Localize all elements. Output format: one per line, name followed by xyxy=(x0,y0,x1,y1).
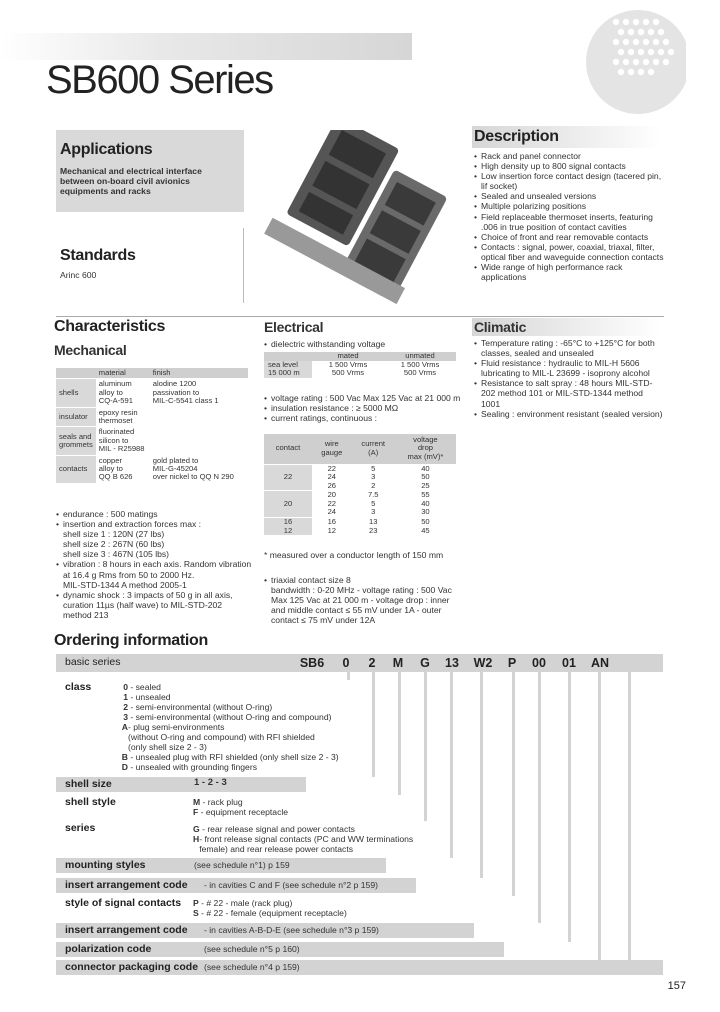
description-item: • Low insertion force contact design (tacered pin, lif socket) xyxy=(474,171,666,191)
cur-cell: 3 xyxy=(371,472,376,482)
climatic-item: • Temperature rating : -65°C to +125°C for both classes, sealed and unsealed xyxy=(474,338,664,358)
mech-finish xyxy=(150,427,248,455)
logo-dot xyxy=(623,19,629,25)
standards-text: Arinc 600 xyxy=(60,270,97,280)
header-bar xyxy=(0,33,412,60)
cur-cell: 50 xyxy=(395,518,456,527)
class-option: B - unsealed plug with RFI shielded (only shell size 2 - 3) xyxy=(121,752,339,762)
cur-cell: 23 xyxy=(369,525,378,535)
cur-cell: 55 xyxy=(395,491,456,500)
ordering-polar-row xyxy=(56,942,504,957)
ordering-insert1-row xyxy=(56,878,416,893)
logo-dot xyxy=(633,19,639,25)
applications-heading: Applications xyxy=(60,141,153,158)
climatic-item: • Fluid resistance : hydraulic to MIL-H 5606 lubricating to MIL-L 23699 - isoprony alcohol xyxy=(474,358,664,378)
diel-row-label: sea level xyxy=(264,361,312,370)
diel-col-unmated: unmated xyxy=(384,352,456,361)
logo-dot xyxy=(633,59,639,65)
logo-dot xyxy=(643,59,649,65)
cur-cell: 16 xyxy=(312,518,352,527)
signal-option: S - # 22 - female (equipment receptacle) xyxy=(193,908,347,918)
ordering-guide-line xyxy=(347,672,350,680)
code-insert2: 00 xyxy=(532,656,546,670)
connector-photo xyxy=(262,130,462,310)
cur-contact: 20 xyxy=(264,491,312,518)
ordering-guide-line xyxy=(538,672,541,923)
mech-row-label: insulator xyxy=(56,407,96,427)
cur-cell: 24 xyxy=(327,472,337,482)
cur-contact: 12 xyxy=(264,527,312,536)
mech-material: copper alloy to QQ B 626 xyxy=(96,455,150,483)
description-item: • Contacts : signal, power, coaxial, triaxal, filter, optical fiber and waveguide connection contacts xyxy=(474,242,666,262)
cur-cell: 22 xyxy=(312,464,352,473)
mech-row-label: contacts xyxy=(56,455,96,483)
signal-option: P - # 22 - male (rack plug) xyxy=(193,898,293,908)
insert2-note: - in cavities A-B-D-E (see schedule n°3 p 159) xyxy=(204,925,379,935)
packaging-label: connector packaging code xyxy=(65,961,199,973)
class-option: 1 - unsealed xyxy=(123,692,171,702)
cur-contact: 16 xyxy=(264,518,312,527)
description-item: • Choice of front and rear removable contacts xyxy=(474,232,666,242)
cur-cell: 5 xyxy=(371,498,376,508)
cur-col-contact: contact xyxy=(264,434,312,464)
climatic-list xyxy=(474,338,664,419)
elec-bullet: • current ratings, continuous : xyxy=(264,413,464,423)
ordering-packaging-row xyxy=(56,960,663,975)
mounting-note: (see schedule n°1) p 159 xyxy=(194,860,290,870)
ordering-guide-line xyxy=(398,672,401,795)
code-series: G xyxy=(420,656,430,670)
cur-cell: 24 xyxy=(327,507,337,517)
logo-dot xyxy=(628,29,634,35)
diel-col-mated: mated xyxy=(312,352,384,361)
description-item: • Sealed and unsealed versions xyxy=(474,191,666,201)
diel-cell: 1 500 Vrms xyxy=(328,359,368,369)
logo-dot xyxy=(638,29,644,35)
mounting-label: mounting styles xyxy=(65,859,146,871)
insert1-note: - in cavities C and F (see schedule n°2 p 159) xyxy=(204,880,378,890)
description-item: • Wide range of high performance rack applications xyxy=(474,262,666,282)
cur-cell: 5 xyxy=(352,464,395,473)
class-option: A - plug semi-environments (without O-ring and compound) with RFI shielded (only shell size 2 - 3) xyxy=(121,722,315,752)
connector-face-logo xyxy=(546,4,686,114)
mechanical-table xyxy=(56,368,248,483)
climatic-item: • Sealing : environment resistant (sealed version) xyxy=(474,409,664,419)
page-title: SB600 Series xyxy=(46,58,273,102)
description-list xyxy=(474,151,666,282)
logo-dot xyxy=(648,29,654,35)
mech-col-material: material xyxy=(96,368,150,379)
climatic-item: • Resistance to salt spray : 48 hours MIL-STD-202 method 101 or MIL-STD-1344 method 1001 xyxy=(474,378,664,408)
signal-options xyxy=(193,898,347,918)
logo-dot xyxy=(613,39,619,45)
mech-note: • endurance : 500 matings xyxy=(56,509,252,519)
current-table xyxy=(264,434,456,535)
cur-cell: 2 xyxy=(371,480,376,490)
class-option: 2 - semi-environmental (without O-ring) xyxy=(123,702,273,712)
description-item: • Multiple polarizing positions xyxy=(474,201,666,211)
ordering-shell-size-row xyxy=(56,777,306,792)
logo-dot xyxy=(663,59,669,65)
characteristics-heading: Characteristics xyxy=(54,318,166,335)
code-packaging: AN xyxy=(590,656,610,670)
class-options xyxy=(116,682,339,772)
mech-col-blank xyxy=(56,368,96,379)
ordering-insert2-row xyxy=(56,923,474,938)
cur-cell: 40 xyxy=(395,464,456,473)
cur-col-current: current (A) xyxy=(352,434,395,464)
signal-label: style of signal contacts xyxy=(65,897,182,909)
ordering-guide-line xyxy=(568,672,571,942)
mech-finish: gold plated to MIL-G-45204 over nickel to QQ N 290 xyxy=(150,455,248,483)
logo-dot xyxy=(633,39,639,45)
logo-dot xyxy=(623,39,629,45)
ordering-guide-line xyxy=(598,672,601,960)
ordering-shell-style-row xyxy=(56,795,186,810)
series-label: series xyxy=(65,822,96,834)
logo-dot xyxy=(638,49,644,55)
cur-cell: 12 xyxy=(327,525,337,535)
ordering-guide-line xyxy=(480,672,483,878)
insert2-label: insert arrangement code xyxy=(65,924,188,936)
diel-cell: 500 Vrms xyxy=(403,368,437,378)
code-shell-style: M xyxy=(392,656,404,670)
cur-col-drop: voltage drop max (mV)* xyxy=(395,434,456,464)
cur-cell: 13 xyxy=(352,518,395,527)
logo-dot xyxy=(628,49,634,55)
dielectric-table xyxy=(264,352,456,378)
description-heading: Description xyxy=(474,128,559,145)
applications-text: Mechanical and electrical interface between on-board civil avionics equipments and racks xyxy=(60,166,202,196)
logo-dot xyxy=(658,29,664,35)
logo-dot xyxy=(663,39,669,45)
mech-material: fluorinated silicon to MIL - R25988 xyxy=(96,427,150,455)
shell-size-label: shell size xyxy=(65,778,112,790)
shell-style-option: M - rack plug xyxy=(193,797,243,807)
series-option: G - rear release signal and power contacts xyxy=(193,824,355,834)
cur-cell: 3 xyxy=(371,507,376,517)
logo-dot xyxy=(613,19,619,25)
triaxial-text: • triaxial contact size 8 bandwidth : 0-20 MHz - voltage rating : 500 Vac Max 125 Vac at 21 000 m - voltage drop : inner and middle contact ≤ 55 mV under 1A - outer contact ≤ 75 mV under 12A xyxy=(264,575,464,625)
electrical-diel-label xyxy=(264,339,385,349)
ordering-guide-line xyxy=(450,672,453,858)
packaging-note: (see schedule n°4 p 159) xyxy=(204,962,300,972)
electrical-heading: Electrical xyxy=(264,319,324,335)
description-item: • Rack and panel connector xyxy=(474,151,666,161)
mechanical-heading: Mechanical xyxy=(54,342,127,358)
triaxial-note xyxy=(264,575,464,625)
mech-finish xyxy=(150,407,248,427)
series-option: H - front release signal contacts (PC and WW terminations female) and rear release power contacts xyxy=(193,834,414,854)
ordering-signal-row xyxy=(56,896,196,911)
logo-dot xyxy=(648,49,654,55)
cur-cell: 40 xyxy=(421,498,430,508)
polar-note: (see schedule n°5 p 160) xyxy=(204,944,300,954)
description-item: • Field replaceable thermoset inserts, featuring .006 in true position of contact cavities xyxy=(474,212,666,232)
shell-style-options xyxy=(193,797,288,817)
code-sb6: SB6 xyxy=(299,656,325,670)
logo-dot xyxy=(618,49,624,55)
class-option: D - unsealed with grounding fingers xyxy=(121,762,257,772)
insert1-label: insert arrangement code xyxy=(65,879,188,891)
standards-heading: Standards xyxy=(60,247,136,264)
class-option: 0 - sealed xyxy=(123,682,161,692)
logo-dot xyxy=(658,49,664,55)
cur-cell: 45 xyxy=(421,525,430,535)
standards-rule xyxy=(243,228,244,303)
ordering-heading: Ordering information xyxy=(54,632,209,649)
shell-style-label: shell style xyxy=(65,796,116,808)
ordering-guide-line xyxy=(512,672,515,896)
description-item: • High density up to 800 signal contacts xyxy=(474,161,666,171)
logo-dot xyxy=(668,49,674,55)
cur-cell: 20 xyxy=(312,491,352,500)
ordering-basic-row xyxy=(56,654,663,672)
ordering-class-row xyxy=(56,680,106,695)
cur-col-gauge: wire gauge xyxy=(312,434,352,464)
code-polar: 01 xyxy=(562,656,576,670)
logo-dot xyxy=(653,19,659,25)
cur-cell: 25 xyxy=(421,480,430,490)
cur-cell: 50 xyxy=(421,472,430,482)
ordering-mounting-row xyxy=(56,858,386,873)
code-insert1: W2 xyxy=(473,656,493,670)
logo-dot xyxy=(613,59,619,65)
elec-bullet: • voltage rating : 500 Vac Max 125 Vac at 21 000 m xyxy=(264,393,464,403)
cur-cell: 30 xyxy=(421,507,430,517)
logo-dot xyxy=(628,69,634,75)
climatic-heading: Climatic xyxy=(474,319,527,335)
code-shell-size: 2 xyxy=(368,656,376,670)
electrical-bullets xyxy=(264,393,464,423)
diel-label: • dielectric withstanding voltage xyxy=(264,339,385,349)
shell-style-option: F - equipment receptacle xyxy=(193,807,289,817)
mech-note: • vibration : 8 hours in each axis. Random vibration at 16.4 g Rms from 50 to 2000 Hz. MIL-STD-1344 A method 2005-1 xyxy=(56,559,252,589)
cur-cell: 22 xyxy=(327,498,337,508)
section-divider xyxy=(56,316,664,317)
logo-dot xyxy=(653,59,659,65)
class-option: 3 - semi-environmental (without O-ring and compound) xyxy=(123,712,332,722)
shell-size-values: 1 - 2 - 3 xyxy=(194,777,227,788)
mech-note: • dynamic shock : 3 impacts of 50 g in all axis, curation 11µs (half wave) to MIL-STD-202 method 213 xyxy=(56,590,252,620)
logo-dot xyxy=(648,69,654,75)
class-label: class xyxy=(65,681,92,693)
logo-dot xyxy=(643,19,649,25)
ordering-guide-line xyxy=(628,672,631,960)
ordering-guide-line xyxy=(372,672,375,777)
logo-dot xyxy=(638,69,644,75)
logo-dot xyxy=(623,59,629,65)
code-mounting: 13 xyxy=(445,656,459,670)
logo-dot xyxy=(618,69,624,75)
mech-material: aluminum alloy to CQ-A-591 xyxy=(96,379,150,407)
basic-series-label: basic series xyxy=(65,656,121,668)
diel-cell: 1 500 Vrms xyxy=(400,359,440,369)
page-number: 157 xyxy=(667,980,686,992)
diel-cell: 500 Vrms xyxy=(331,368,365,378)
series-options xyxy=(193,824,413,854)
mech-material: epoxy resin thermoset xyxy=(96,407,150,427)
cur-cell: 26 xyxy=(327,480,337,490)
logo-dot xyxy=(618,29,624,35)
logo-dot xyxy=(643,39,649,45)
ordering-guide-line xyxy=(424,672,427,821)
cur-contact: 22 xyxy=(264,464,312,491)
code-class: 0 xyxy=(342,656,350,670)
diel-row-label: 15 000 m xyxy=(264,369,312,378)
code-signal: P xyxy=(507,656,517,670)
cur-cell: 7.5 xyxy=(352,491,395,500)
elec-bullet: • insulation resistance : ≥ 5000 MΩ xyxy=(264,403,464,413)
current-footnote: * measured over a conductor length of 150 mm xyxy=(264,550,444,560)
mech-finish: alodine 1200 passivation to MIL-C-5541 class 1 xyxy=(150,379,248,407)
mechanical-notes xyxy=(56,509,252,620)
logo-dot xyxy=(653,39,659,45)
mech-row-label: shells xyxy=(56,379,96,407)
polar-label: polarization code xyxy=(65,943,152,955)
mech-note: • insertion and extraction forces max : shell size 1 : 120N (27 lbs) shell size 2 : 267N (60 lbs) shell size 3 : 467N (105 lbs) xyxy=(56,519,252,559)
mech-row-label: seals and grommets xyxy=(56,427,96,455)
mech-col-finish: finish xyxy=(150,368,248,379)
ordering-series-row xyxy=(56,821,186,836)
